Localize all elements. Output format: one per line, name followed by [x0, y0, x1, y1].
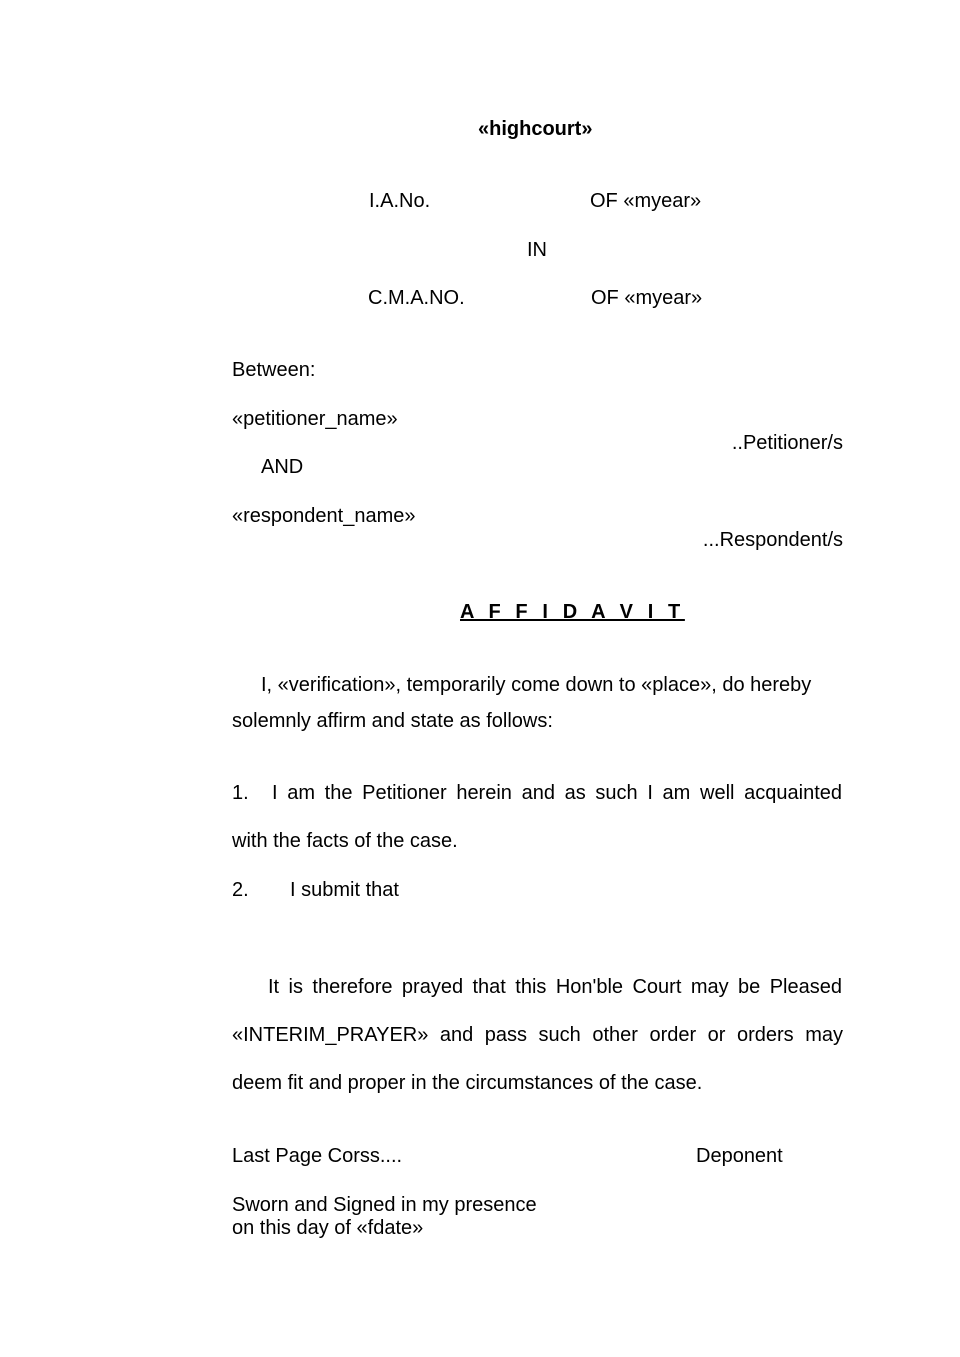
deponent-label: Deponent — [696, 1145, 783, 1167]
ia-number-label: I.A.No. — [369, 190, 431, 212]
affidavit-title: A F F I D A V I T — [460, 601, 685, 623]
between-label: Between: — [232, 359, 316, 381]
point-1-line-1: I am the Petitioner herein and as such I am well acquainted — [272, 782, 842, 804]
ia-year: OF «myear» — [590, 190, 702, 212]
cma-number-label: C.M.A.NO. — [368, 287, 465, 309]
sworn-line-2: on this day of «fdate» — [232, 1217, 424, 1239]
petitioner-name: «petitioner_name» — [232, 408, 398, 430]
respondent-role: ...Respondent/s — [702, 529, 843, 551]
court-name: «highcourt» — [478, 118, 593, 140]
prayer-line-3: deem fit and proper in the circumstances of the case. — [232, 1072, 703, 1094]
intro-line-1: I, «verification», temporarily come down to «place», do hereby — [261, 674, 812, 696]
prayer-line-2: «INTERIM_PRAYER» and pass such other order or orders may — [232, 1024, 843, 1046]
respondent-name: «respondent_name» — [232, 505, 416, 527]
petitioner-role: ..Petitioner/s — [731, 432, 843, 454]
point-2-number: 2. — [232, 879, 249, 901]
cma-year: OF «myear» — [591, 287, 703, 309]
point-1-line-2: with the facts of the case. — [232, 830, 458, 852]
point-1-number: 1. — [232, 782, 249, 804]
intro-line-2: solemnly affirm and state as follows: — [232, 710, 553, 732]
point-2-line-1: I submit that — [290, 879, 399, 901]
last-page-note: Last Page Corss.... — [232, 1145, 403, 1167]
sworn-line-1: Sworn and Signed in my presence — [232, 1194, 537, 1216]
in-label: IN — [527, 239, 547, 261]
prayer-line-1: It is therefore prayed that this Hon'ble Court may be Pleased — [268, 976, 842, 998]
and-label: AND — [261, 456, 304, 478]
